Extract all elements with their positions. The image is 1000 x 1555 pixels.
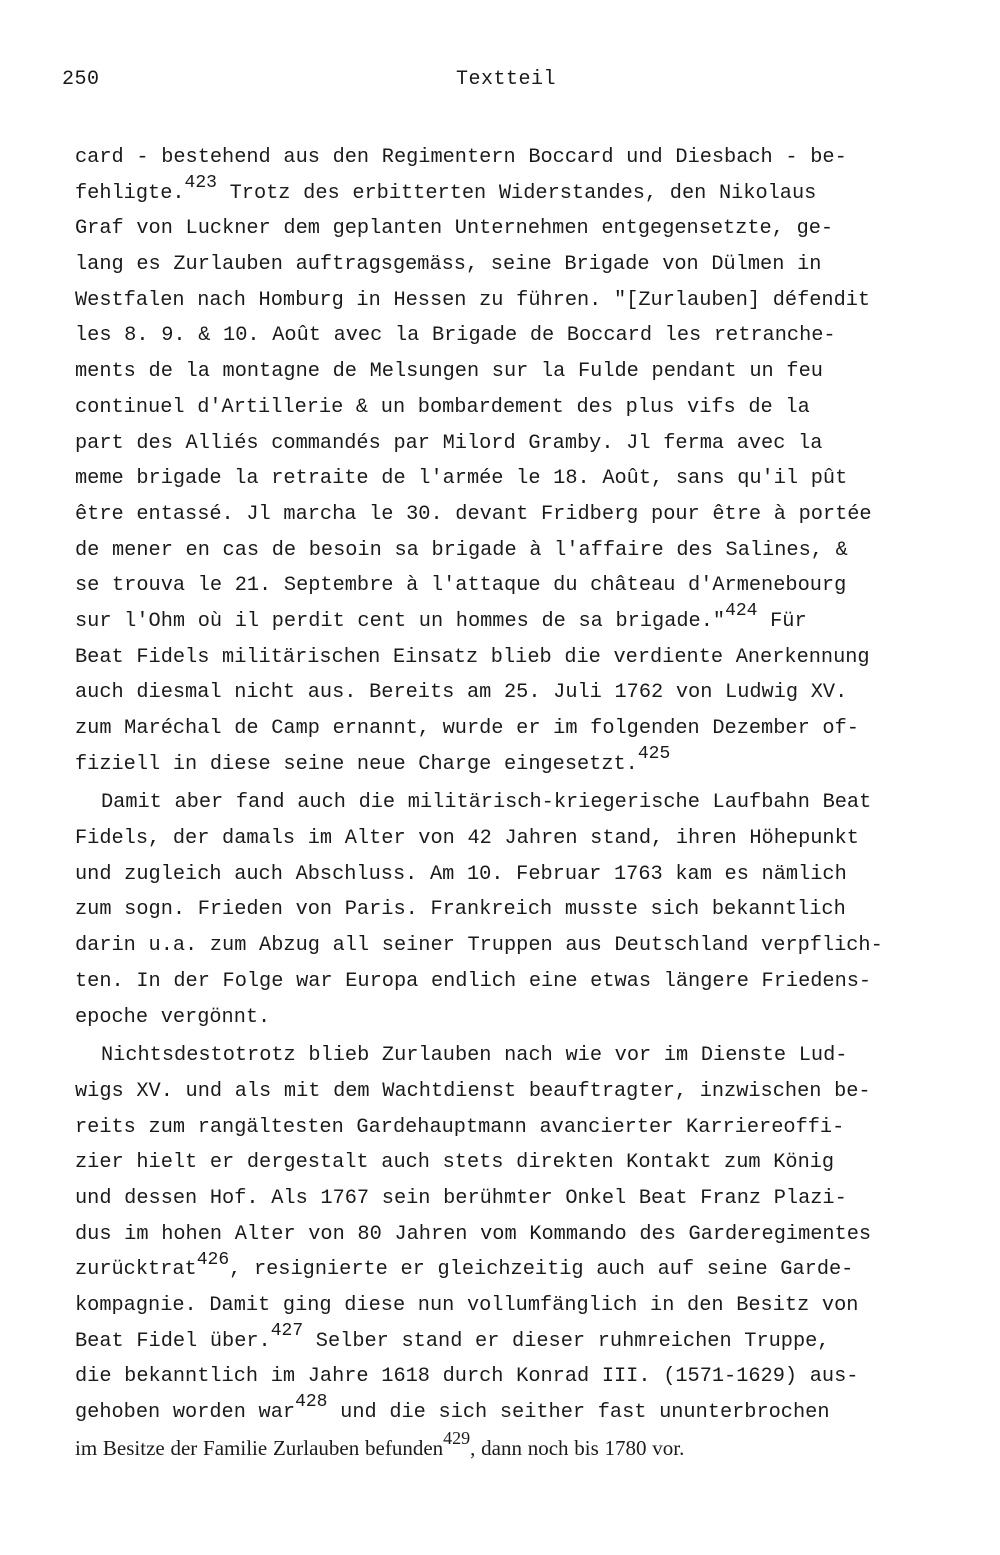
text-segment: Selber stand er dieser ruhmreichen Truppe, <box>303 1329 830 1353</box>
text-line <box>75 318 975 354</box>
footnote-marker: 428 <box>295 1392 328 1413</box>
text-line <box>75 354 975 390</box>
text-segment: zum sogn. Frieden von Paris. Frankreich musste sich bekanntlich <box>75 898 846 922</box>
text-line <box>75 140 975 176</box>
running-title: Textteil <box>456 68 557 91</box>
text-segment: epoche vergönnt. <box>75 1005 271 1029</box>
text-segment: Westfalen nach Homburg in Hessen zu führen. "[Zurlauben] défendit <box>75 288 871 312</box>
page-number: 250 <box>62 68 100 91</box>
text-line <box>75 426 975 462</box>
text-line <box>75 1288 975 1324</box>
text-segment: de mener en cas de besoin sa brigade à l'affaire des Salines, & <box>75 538 848 562</box>
text-line <box>75 283 975 319</box>
text-segment: Für <box>757 609 807 633</box>
text-segment: und zugleich auch Abschluss. Am 10. Februar 1763 kam es nämlich <box>75 862 847 886</box>
text-segment: ments de la montagne de Melsungen sur la Fulde pendant un feu <box>75 360 823 384</box>
footnote-marker: 423 <box>184 172 217 193</box>
footnote-marker: 425 <box>637 743 671 764</box>
text-line <box>75 640 975 676</box>
text-line <box>75 1217 975 1253</box>
text-line <box>75 172 975 212</box>
text-segment: und die sich seither fast ununterbrochen <box>327 1401 830 1425</box>
text-segment: Trotz des erbitterten Widerstandes, den Nikolaus <box>216 181 817 205</box>
text-line <box>75 1038 975 1074</box>
text-segment: Nichtsdestotrotz blieb Zurlauben nach wie vor im Dienste Lud- <box>101 1044 848 1068</box>
text-segment: card - bestehend aus den Regimentern Boccard und Diesbach - be- <box>75 146 847 169</box>
text-line <box>75 892 975 928</box>
text-segment: darin u.a. zum Abzug all seiner Truppen aus Deutschland verpflich- <box>75 934 883 958</box>
text-line <box>75 1000 975 1036</box>
text-segment: und dessen Hof. Als 1767 sein berühmter Onkel Beat Franz Plazi- <box>75 1186 847 1210</box>
text-segment: Fidels, der damals im Alter von 42 Jahren stand, ihren Höhepunkt <box>75 827 859 851</box>
text-line <box>75 247 975 283</box>
text-segment: meme brigade la retraite de l'armée le 18. Août, sans qu'il pût <box>75 467 848 491</box>
text-line <box>75 461 975 497</box>
text-segment: se trouva le 21. Septembre à l'attaque du château d'Armenebourg <box>75 574 847 598</box>
text-line <box>75 821 975 857</box>
text-segment: lang es Zurlauben auftragsgemäss, seine Brigade von Dülmen in <box>75 253 822 277</box>
text-segment: reits zum rangältesten Gardehauptmann avancierter Karriereoffi- <box>75 1115 845 1139</box>
text-segment: continuel d'Artillerie & un bombardement des plus vifs de la <box>75 395 810 419</box>
text-segment: Damit aber fand auch die militärisch-kriegerische Laufbahn Beat <box>101 791 872 815</box>
text-line <box>75 1359 975 1395</box>
text-segment: kompagnie. Damit ging diese nun vollumfänglich in den Besitz von <box>75 1294 859 1317</box>
text-segment: fehligte. <box>75 181 185 205</box>
text-segment: , dann noch bis 1780 vor. <box>470 1435 685 1460</box>
footnote-marker: 427 <box>270 1320 304 1341</box>
text-segment: Graf von Luckner dem geplanten Unternehmen entgegensetzte, ge- <box>75 217 834 241</box>
text-line <box>75 711 975 747</box>
text-segment: ten. In der Folge war Europa endlich eine etwas längere Friedens- <box>75 969 872 993</box>
text-segment: zurücktrat <box>75 1258 197 1282</box>
text-segment: Beat Fidel über. <box>75 1329 271 1353</box>
text-line <box>75 601 975 640</box>
text-segment: être entassé. Jl marcha le 30. devant Fridberg pour être à portée <box>75 502 872 526</box>
text-segment: dus im hohen Alter von 80 Jahren vom Kommando des Garderegimentes <box>75 1222 872 1246</box>
text-line <box>75 1145 975 1181</box>
text-segment: les 8. 9. & 10. Août avec la Brigade de Boccard les retranche- <box>75 324 836 348</box>
text-line <box>75 675 975 711</box>
text-line <box>75 1181 975 1217</box>
footnote-marker: 429 <box>443 1427 471 1448</box>
text-line <box>75 533 975 569</box>
footnote-marker: 426 <box>196 1249 230 1270</box>
text-line <box>75 1427 975 1467</box>
text-line <box>75 497 975 533</box>
text-line <box>75 1249 975 1288</box>
text-line <box>75 785 975 821</box>
text-segment: die bekanntlich im Jahre 1618 durch Konrad III. (1571-1629) aus- <box>75 1365 859 1389</box>
text-segment: sur l'Ohm où il perdit cent un hommes de sa brigade." <box>75 609 726 633</box>
footnote-marker: 424 <box>725 601 758 622</box>
text-line <box>75 964 975 1000</box>
text-line <box>75 1392 975 1431</box>
text-segment: zier hielt er dergestalt auch stets direkten Kontakt zum König <box>75 1151 835 1175</box>
text-line <box>75 928 975 964</box>
text-line <box>75 568 975 604</box>
text-segment: fiziell in diese seine neue Charge eingesetzt. <box>75 752 638 776</box>
text-segment: wigs XV. und als mit dem Wachtdienst beauftragter, inzwischen be- <box>75 1079 871 1103</box>
text-segment: zum Maréchal de Camp ernannt, wurde er im folgenden Dezember of- <box>75 717 859 740</box>
text-segment: , resignierte er gleichzeitig auch auf seine Garde- <box>229 1258 854 1282</box>
text-line <box>75 1074 975 1110</box>
text-segment: gehoben worden war <box>75 1401 296 1425</box>
text-segment: im Besitze der Familie Zurlauben befunden <box>75 1435 444 1460</box>
text-line <box>75 857 975 893</box>
text-line <box>75 743 975 783</box>
text-line <box>75 390 975 426</box>
text-segment: part des Alliés commandés par Milord Gramby. Jl ferma avec la <box>75 431 823 455</box>
text-line <box>75 1320 975 1360</box>
text-segment: Beat Fidels militärischen Einsatz blieb die verdiente Anerkennung <box>75 645 870 669</box>
text-segment: auch diesmal nicht aus. Bereits am 25. Juli 1762 von Ludwig XV. <box>75 681 848 705</box>
text-line <box>75 211 975 247</box>
text-line <box>75 1110 975 1146</box>
body-text <box>75 140 975 1466</box>
